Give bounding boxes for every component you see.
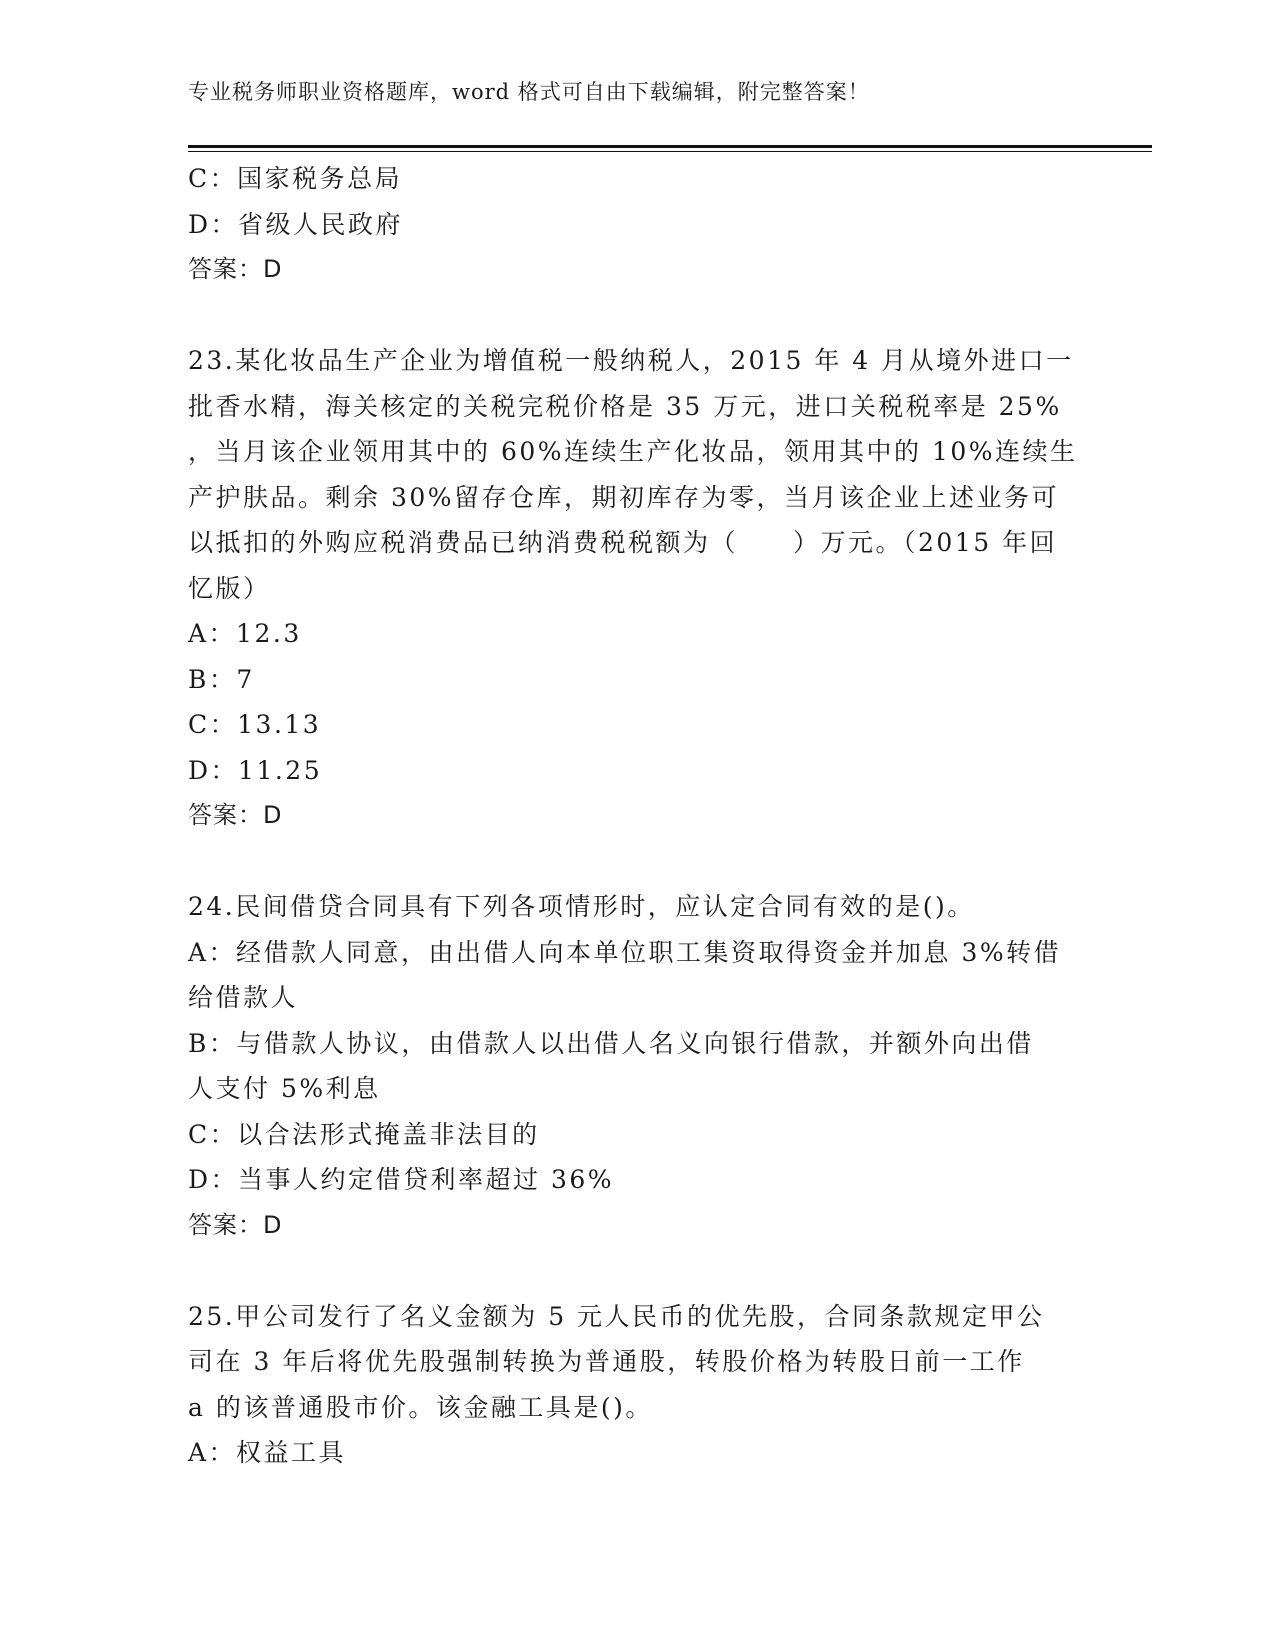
question-stem-line: 司在 3 年后将优先股强制转换为普通股，转股价格为转股日前一工作: [188, 1347, 1025, 1376]
spacer: [188, 1248, 1088, 1294]
question-stem-line: 23.某化妆品生产企业为增值税一般纳税人，2015 年 4 月从境外进口一: [188, 346, 1074, 375]
question-22-tail: [188, 156, 1088, 293]
question-stem-line: 产护肤品。剩余 30%留存仓库，期初库存为零，当月该企业上述业务可: [188, 482, 1060, 512]
question-stem-line: a 的该普通股市价。该金融工具是()。: [188, 1392, 653, 1422]
option-b: B：与借款人协议，由借款人以出借人名义向银行借款，并额外向出借: [188, 1028, 1034, 1058]
option-b-continued: 人支付 5%利息: [188, 1074, 381, 1103]
spacer: [188, 293, 1088, 339]
question-24: [188, 884, 1088, 1248]
answer-line: 答案：D: [188, 801, 283, 829]
question-23: [188, 338, 1088, 839]
document-body: [188, 156, 1088, 1476]
option-a: A：12.3: [188, 619, 302, 648]
option-d: D：当事人约定借贷利率超过 36%: [188, 1165, 615, 1194]
option-a: A：经借款人同意，由出借人向本单位职工集资取得资金并加息 3%转借: [188, 937, 1062, 967]
question-stem-line: 忆版）: [188, 573, 271, 603]
question-25: [188, 1294, 1088, 1476]
header-rule-thin: [188, 151, 1152, 152]
question-stem-line: 批香水精，海关核定的关税完税价格是 35 万元，进口关税税率是 25%: [188, 391, 1062, 421]
option-c: C：13.13: [188, 710, 322, 739]
page-header: 专业税务师职业资格题库，word 格式可自由下载编辑，附完整答案！: [188, 80, 870, 104]
header-rule-thick: [188, 145, 1152, 148]
option-a: A：权益工具: [188, 1438, 347, 1467]
question-stem-line: ，当月该企业领用其中的 60%连续生产化妆品，领用其中的 10%连续生: [188, 437, 1078, 466]
option-c: C：以合法形式掩盖非法目的: [188, 1119, 540, 1149]
option-a-continued: 给借款人: [188, 983, 299, 1012]
question-stem-line: 以抵扣的外购应税消费品已纳消费税税额为（ ）万元。（2015 年回: [188, 528, 1058, 557]
option-d: D：省级人民政府: [188, 209, 404, 239]
question-stem-line: 24.民间借贷合同具有下列各项情形时，应认定合同有效的是()。: [188, 892, 975, 921]
question-stem-line: 25.甲公司发行了名义金额为 5 元人民币的优先股，合同条款规定甲公: [188, 1301, 1045, 1331]
option-d: D：11.25: [188, 755, 323, 785]
answer-line: 答案：D: [188, 1210, 283, 1239]
option-b: B：7: [188, 664, 255, 694]
answer-line: 答案：D: [188, 255, 283, 283]
option-c: C：国家税务总局: [188, 164, 403, 193]
spacer: [188, 839, 1088, 885]
